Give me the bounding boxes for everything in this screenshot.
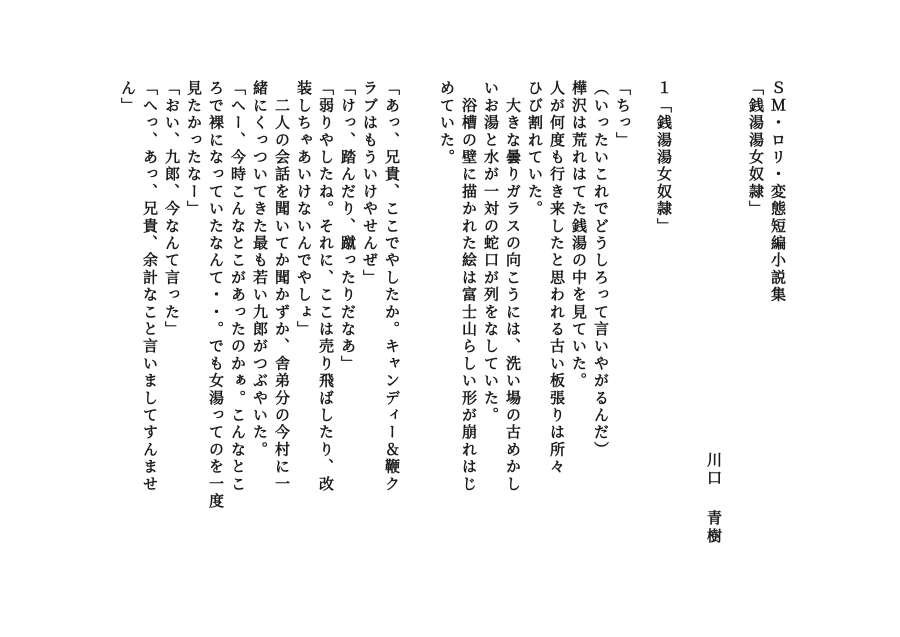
text-line: めていた。 [438,80,456,166]
text-line: 緒にくっついてきた最も若い九郎がつぶやいた。 [251,80,269,459]
text-line: 「けっ、踏んだり、蹴ったりだなあ」 [339,80,357,373]
text-line: 人が何度も行き来したと思われる古い板張りは所々 [548,80,566,476]
text-line: ろで裸になっていたなんて・・。でも女湯ってのを一度 [207,80,225,510]
text-line: ラブはもういけやせんぜ」 [361,80,379,287]
chapter-heading: １「銭湯湯女奴隷」 [655,80,673,235]
story-title: 「銭湯湯女奴隷」 [747,80,765,218]
text-line: 「あっ、兄貴、ここでやしたか。キャンディー＆鞭ク [383,80,401,493]
series-title: ＳＭ・ロリ・変態短編小説集 [769,80,787,304]
text-line: ん」 [119,80,137,115]
text-line: 「へー、今時こんなとこがあったのかぁ。こんなとこ [229,80,247,493]
text-line: 「へっ、あっ、兄貴、余計なこと言いましてすんませ [141,80,159,493]
text-line: 見たかったなー」 [185,80,203,218]
text-line: いお湯と水が一対の蛇口が列をなしていた。 [482,80,500,424]
text-line: 「ちっ」 [614,80,632,149]
text-line: （いったいこれでどうしろって言いやがるんだ） [592,80,610,459]
author-family-name: 川口 [705,452,723,488]
text-line: 大きな曇りガラスの向こうには、洗い場の古めかし [504,80,522,493]
author-given-name: 青樹 [705,510,723,546]
text-line: 二人の会話を聞いてか聞かずか、舎弟分の今村に一 [273,80,291,493]
text-line: 「おい、九郎、今なんて言った」 [163,80,181,338]
text-line: 装しちゃあいけないんでやしょ」 [295,80,313,338]
text-line: 浴槽の壁に描かれた絵は富士山らしい形が崩れはじ [460,80,478,493]
text-line: 「弱りやしたね。それに、ここは売り飛ばしたり、改 [317,80,335,493]
text-line: ひび割れていた。 [526,80,544,218]
text-line: 樺沢は荒れはてた銭湯の中を見ていた。 [570,80,588,390]
